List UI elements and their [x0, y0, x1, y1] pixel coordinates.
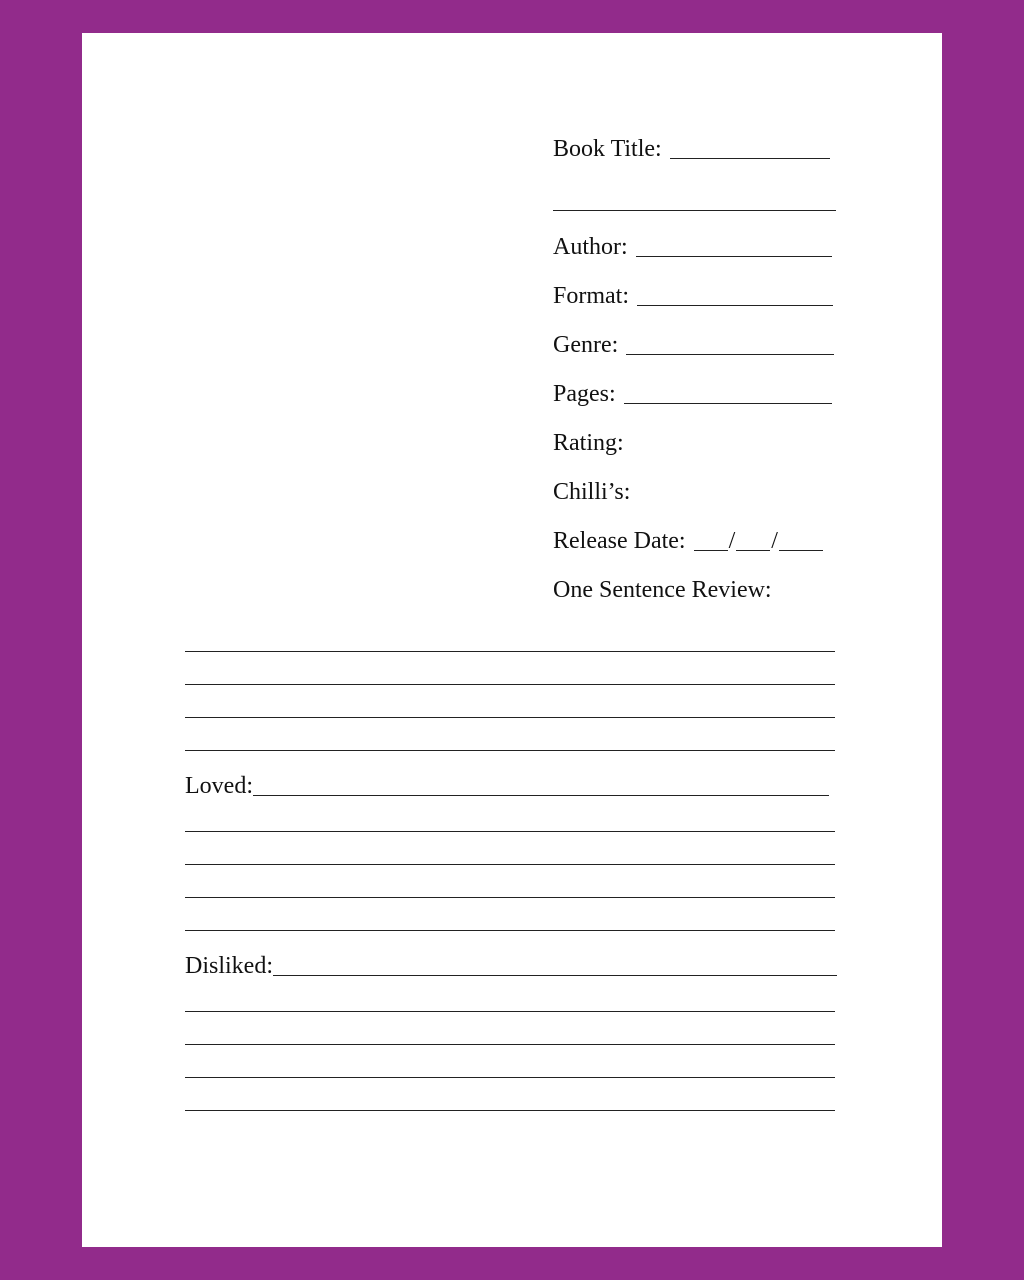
disliked-line-2[interactable] — [185, 1044, 835, 1045]
loved-line-1[interactable] — [185, 831, 835, 832]
chillis-label: Chilli’s: — [553, 479, 631, 505]
pages-field — [553, 379, 832, 409]
genre-label: Genre: — [553, 332, 619, 358]
release-date-slash-1: / — [728, 528, 736, 554]
disliked-blank[interactable] — [273, 951, 837, 976]
disliked-line-1[interactable] — [185, 1011, 835, 1012]
one-sentence-review-label: One Sentence Review: — [553, 577, 772, 603]
chillis-field — [553, 477, 630, 507]
rating-label: Rating: — [553, 430, 624, 456]
review-line-4[interactable] — [185, 750, 835, 751]
disliked-label: Disliked: — [185, 953, 273, 979]
genre-blank[interactable] — [626, 330, 834, 355]
book-title-field — [553, 134, 830, 164]
book-title-second-line[interactable] — [553, 210, 836, 211]
rating-field — [553, 428, 624, 458]
release-date-slash-2: / — [771, 528, 778, 554]
format-field — [553, 281, 833, 311]
loved-line-2[interactable] — [185, 864, 835, 865]
disliked-line-4[interactable] — [185, 1110, 835, 1111]
release-date-year-blank[interactable] — [779, 526, 823, 551]
format-label: Format: — [553, 283, 629, 309]
book-title-blank[interactable] — [670, 134, 830, 159]
release-date-month-blank[interactable] — [736, 526, 770, 551]
loved-line-3[interactable] — [185, 897, 835, 898]
release-date-field — [553, 526, 823, 556]
loved-line-4[interactable] — [185, 930, 835, 931]
review-line-1[interactable] — [185, 651, 835, 652]
author-label: Author: — [553, 234, 628, 260]
format-blank[interactable] — [637, 281, 833, 306]
author-blank[interactable] — [636, 232, 832, 257]
disliked-field — [185, 951, 837, 981]
pages-label: Pages: — [553, 381, 616, 407]
form-sheet — [82, 33, 942, 1247]
book-title-label: Book Title: — [553, 136, 662, 162]
author-field — [553, 232, 832, 262]
genre-field — [553, 330, 834, 360]
review-line-2[interactable] — [185, 684, 835, 685]
loved-label: Loved: — [185, 773, 253, 799]
pages-blank[interactable] — [624, 379, 832, 404]
one-sentence-review-field — [553, 575, 772, 605]
release-date-label: Release Date: — [553, 528, 686, 554]
loved-blank[interactable] — [253, 771, 829, 796]
loved-field — [185, 771, 829, 801]
release-date-day-blank[interactable] — [694, 526, 728, 551]
review-line-3[interactable] — [185, 717, 835, 718]
disliked-line-3[interactable] — [185, 1077, 835, 1078]
